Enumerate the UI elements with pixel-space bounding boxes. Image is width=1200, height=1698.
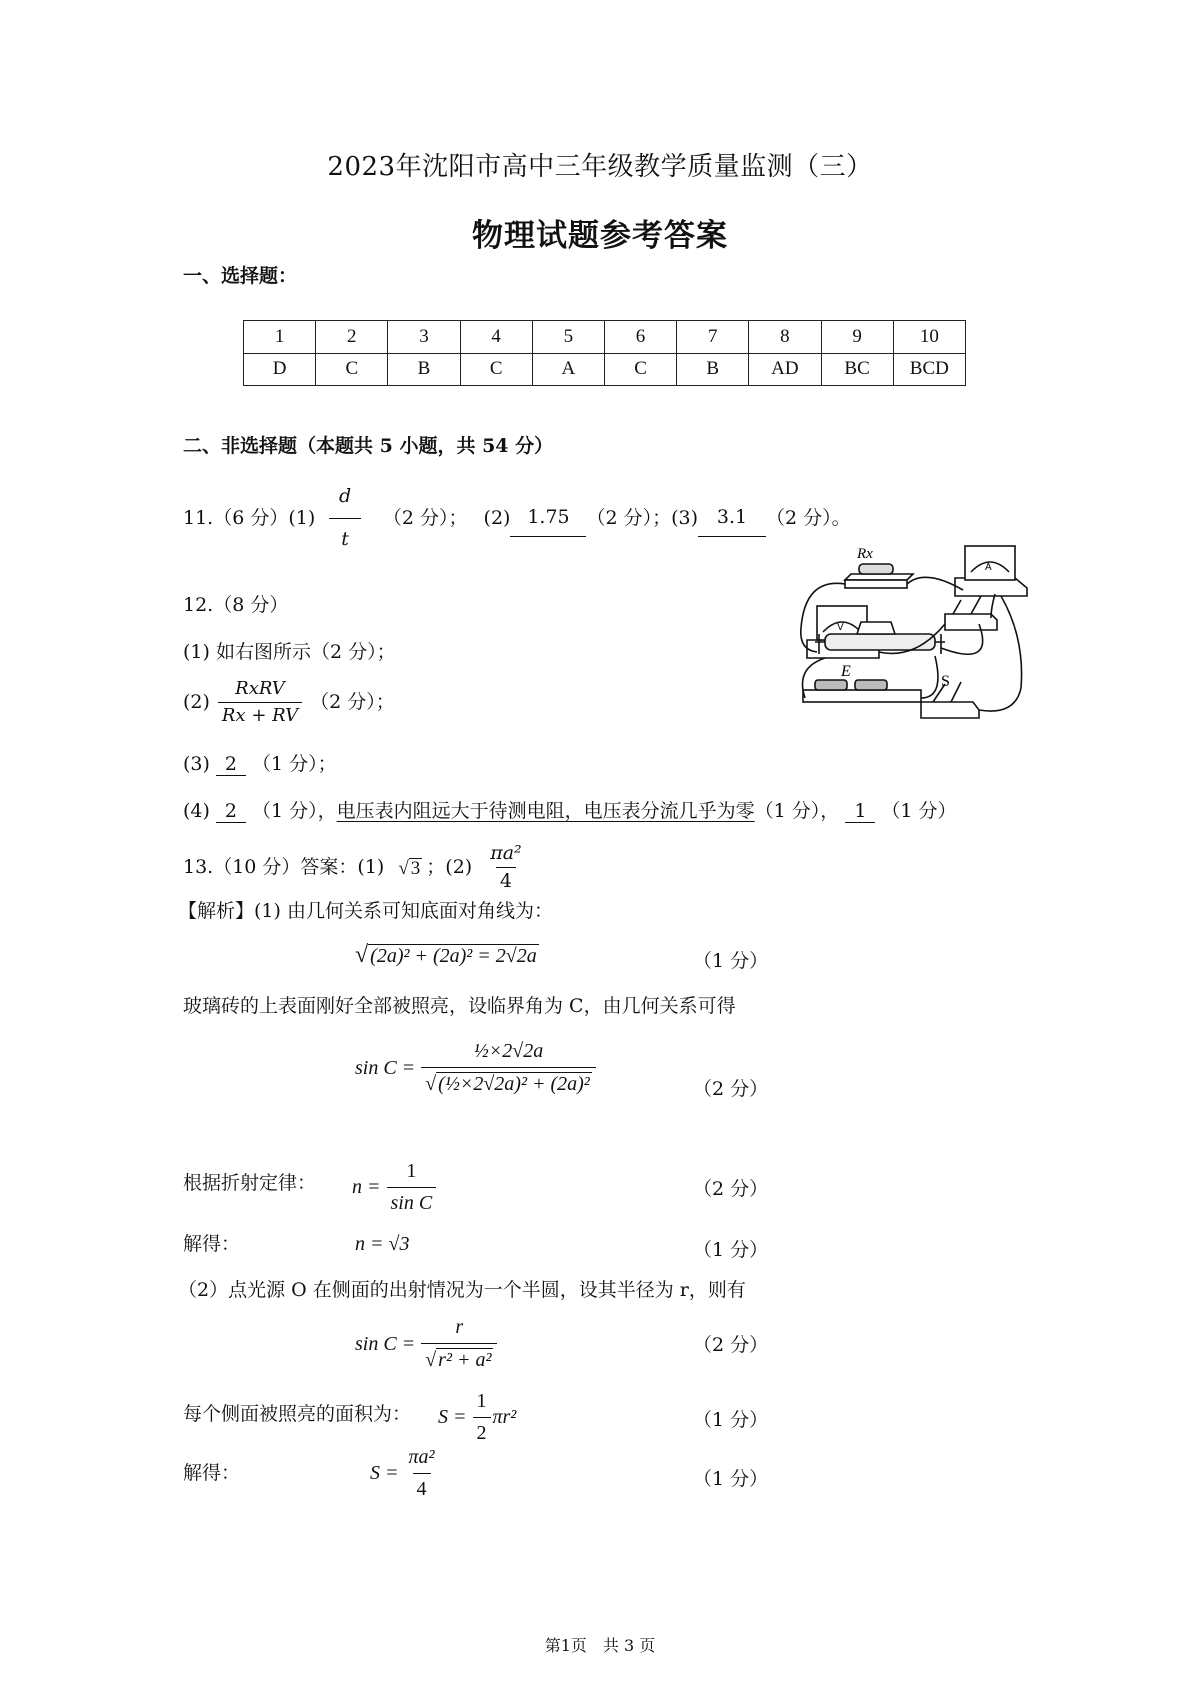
- page-footer: 第1页 共 3 页: [544, 1636, 656, 1655]
- q13-line6: 每个侧面被照亮的面积为：: [183, 1403, 412, 1425]
- q13-analysis: 【解析】(1) 由几何关系可知底面对角线为：: [178, 900, 553, 922]
- q13-eq7-score: （1 分）: [693, 1468, 769, 1490]
- q12-item4-score2: （1 分），: [754, 800, 840, 822]
- q13-eq6-num: 1: [476, 1390, 487, 1412]
- circuit-label-voltmeter: V: [837, 622, 844, 633]
- q13-line5: （2）点光源 O 在侧面的出射情况为一个半圆，设其半径为 r，则有: [178, 1279, 746, 1301]
- q12-item2-prefix: (2): [183, 691, 210, 713]
- q12-item2-score: （2 分）；: [310, 691, 395, 713]
- q11-part2: (2): [483, 506, 511, 529]
- q13-eq6-den: 2: [473, 1417, 491, 1445]
- q13-eq1-text: (2a)² + (2a)² = 2√2a: [370, 945, 537, 967]
- q13-line2: 玻璃砖的上表面刚好全部被照亮，设临界角为 C，由几何关系可得: [183, 995, 736, 1017]
- table-cell: D: [244, 353, 316, 386]
- q13-eq5-lhs: sin C =: [355, 1332, 416, 1355]
- q13-sep: ；(2): [426, 856, 473, 878]
- circuit-diagram: [795, 538, 1035, 778]
- q12-item3-answer: 2: [216, 755, 246, 776]
- q13-eq1: √ (2a)² + (2a)² = 2√2a: [355, 942, 537, 968]
- q11-answer3: 3.1: [698, 499, 766, 537]
- table-cell: B: [388, 353, 460, 386]
- table-row-answers: [244, 353, 966, 386]
- table-cell: 9: [821, 321, 893, 354]
- q12-item4-prefix: (4): [183, 800, 210, 822]
- table-cell: A: [532, 353, 604, 386]
- q13-eq6-lhs: S =: [438, 1406, 467, 1428]
- q13-eq7: [370, 1446, 439, 1501]
- q13-eq6-score: （1 分）: [693, 1409, 769, 1431]
- q13-answer2-den: 4: [496, 867, 516, 891]
- q13-eq3: [352, 1160, 436, 1215]
- table-cell: 4: [460, 321, 532, 354]
- q13-eq5-den: √ r² + a²: [421, 1343, 497, 1372]
- q13-eq3-num: 1: [406, 1160, 417, 1182]
- answer-table: [243, 320, 966, 386]
- table-cell: AD: [749, 353, 821, 386]
- q12-item4-answer1: 2: [216, 802, 246, 823]
- q13-eq2-score: （2 分）: [693, 1078, 769, 1100]
- table-cell: 8: [749, 321, 821, 354]
- q12-item4-score3: （1 分）: [881, 800, 957, 822]
- table-cell: 6: [604, 321, 676, 354]
- q13-eq5-den-text: r² + a²: [438, 1349, 492, 1371]
- page-title: 2023年沈阳市高中三年级教学质量监测（三）: [327, 152, 873, 182]
- table-cell: 5: [532, 321, 604, 354]
- q13-eq2-num: ½×2√2a: [473, 1040, 544, 1062]
- q12-item4: [183, 802, 957, 823]
- q13-eq2-den: √ (½×2√2a)² + (2a)²: [421, 1067, 596, 1096]
- q12-item4-score1: （1 分），: [252, 800, 337, 822]
- q13-eq7-den: 4: [413, 1473, 431, 1501]
- circuit-label-rx: Rx: [857, 546, 873, 562]
- q13-eq3-fraction: [387, 1160, 437, 1215]
- q13-eq3-den: sin C: [387, 1187, 437, 1215]
- q13-eq2: [355, 1040, 596, 1096]
- q13-eq2-lhs: sin C =: [355, 1056, 416, 1079]
- table-cell: B: [677, 353, 749, 386]
- q11-frac-num: d: [339, 485, 352, 507]
- q13-eq7-num: πa²: [408, 1446, 435, 1468]
- table-cell: C: [604, 353, 676, 386]
- table-cell: BC: [821, 353, 893, 386]
- table-cell: 3: [388, 321, 460, 354]
- q11-prefix: 11.（6 分）(1): [183, 506, 316, 529]
- q12-item3: [183, 755, 337, 776]
- table-cell: 10: [893, 321, 965, 354]
- q13-eq3-score: （2 分）: [693, 1178, 769, 1200]
- q12-item1: (1) 如右图所示（2 分）；: [183, 641, 396, 663]
- page-subtitle: 物理试题参考答案: [472, 218, 728, 254]
- q13-answer1: 3: [410, 857, 421, 879]
- q13-answer2: [486, 844, 525, 891]
- q13-answer2-num: πa²: [490, 842, 522, 864]
- circuit-label-s: S: [941, 673, 950, 690]
- q13-line7: 解得：: [183, 1462, 241, 1484]
- q13-eq5-score: （2 分）: [693, 1334, 769, 1356]
- table-cell: BCD: [893, 353, 965, 386]
- q13-eq6-fraction: [473, 1390, 491, 1445]
- q13-eq1-score: （1 分）: [693, 950, 769, 972]
- q12-item3-prefix: (3): [183, 753, 210, 775]
- table-cell: 2: [316, 321, 388, 354]
- q13-eq2-den-text: (½×2√2a)² + (2a)²: [438, 1073, 590, 1095]
- q11-frac-den: t: [329, 518, 361, 557]
- q13-line4: 解得：: [183, 1233, 241, 1255]
- table-cell: C: [460, 353, 532, 386]
- q12-item2: [183, 680, 395, 725]
- q13-eq5-num: r: [455, 1316, 464, 1338]
- q12-label: 12.（8 分）: [183, 594, 289, 616]
- table-cell: C: [316, 353, 388, 386]
- q11-fraction: [329, 478, 361, 557]
- circuit-label-ammeter: A: [985, 562, 992, 573]
- q13-eq7-lhs: S =: [370, 1462, 399, 1484]
- q13-eq4: n = √3: [355, 1233, 410, 1255]
- q11-score1: （2 分）；: [382, 506, 468, 529]
- q13-eq5-fraction: [421, 1316, 497, 1372]
- q13-eq7-fraction: [405, 1446, 439, 1501]
- section1-heading: 一、选择题：: [183, 265, 298, 287]
- q11-line: [183, 478, 851, 557]
- q12-item2-den: Rx + RV: [218, 702, 302, 725]
- q13-header: 13.（10 分）答案：(1) √ 3 ；(2) $\frac{\text{πa²}}{4}$: [183, 844, 526, 891]
- q12-item4-answer2: 1: [845, 802, 875, 823]
- q11-score3: （2 分）。: [766, 506, 851, 529]
- q13-line3: 根据折射定律：: [183, 1172, 317, 1194]
- table-cell: 7: [677, 321, 749, 354]
- q13-eq5: [355, 1316, 497, 1372]
- table-cell: 1: [244, 321, 316, 354]
- q11-score2: （2 分）；(3): [586, 506, 699, 529]
- q13-eq3-lhs: n =: [352, 1176, 381, 1198]
- q13-label: 13.（10 分）答案：(1): [183, 856, 385, 878]
- q12-item2-num: RxRV: [235, 678, 285, 699]
- q13-eq6-rest: πr²: [492, 1406, 517, 1428]
- q13-eq2-fraction: [421, 1040, 596, 1096]
- q13-eq4-score: （1 分）: [693, 1239, 769, 1261]
- q12-item4-reason: 电压表内阻远大于待测电阻，电压表分流几乎为零: [336, 800, 755, 822]
- circuit-label-e: E: [841, 663, 851, 680]
- q11-answer2: 1.75: [510, 499, 586, 537]
- q13-eq6: [438, 1390, 516, 1445]
- q12-item3-score: （1 分）；: [252, 753, 337, 775]
- q12-item2-fraction: [218, 680, 302, 725]
- section2-heading: 二、非选择题（本题共 5 小题，共 54 分）: [183, 435, 554, 457]
- table-row-numbers: [244, 321, 966, 354]
